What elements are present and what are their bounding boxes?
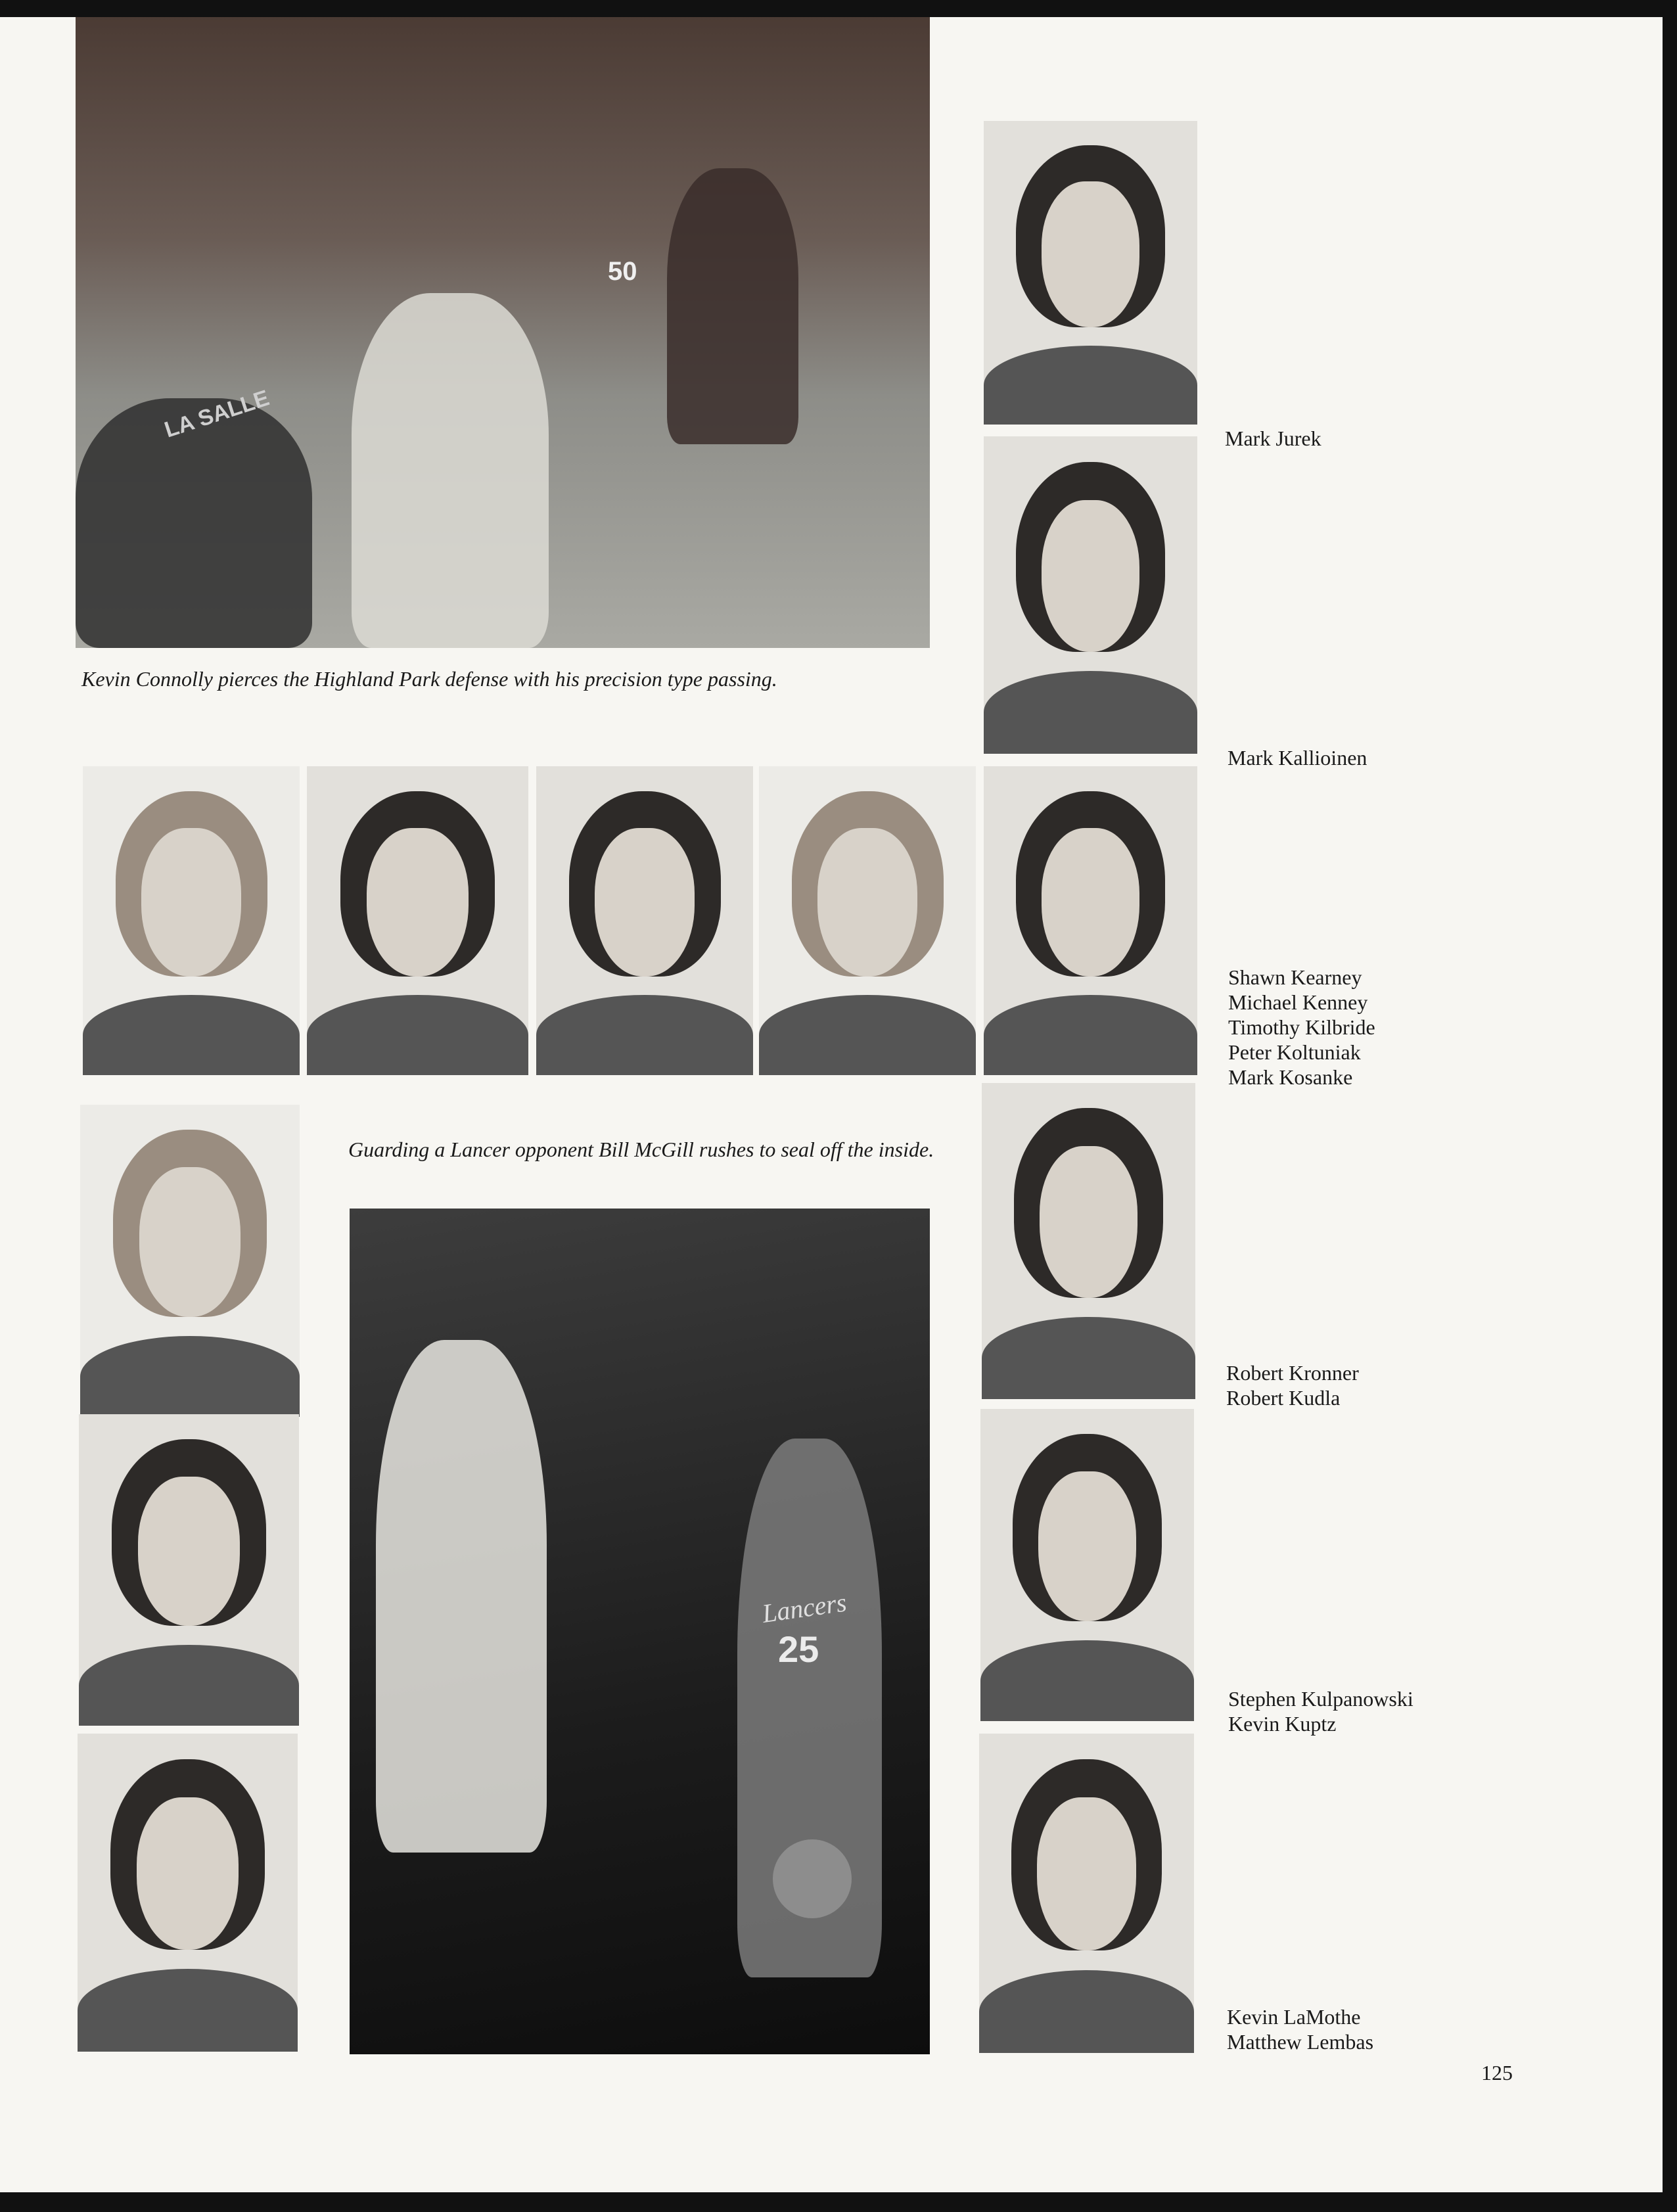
student-name: Peter Koltuniak [1228,1040,1361,1064]
portrait-photo [83,766,300,1075]
name-list [1228,965,1375,1090]
football-caption: Kevin Connolly pierces the Highland Park defense with his precision type passing. [81,667,777,691]
helmet-lettering: LA SALLE [161,385,273,443]
portrait-photo [980,1409,1194,1721]
yardline-marker: 50 [608,257,637,286]
student-name: Mark Jurek [1225,426,1321,450]
portrait-photo [984,121,1197,425]
name-list [1228,1686,1413,1736]
yearbook-page [0,17,1663,2192]
student-name: Robert Kronner [1226,1361,1359,1385]
student-name: Mark Kosanke [1228,1065,1353,1089]
student-name: Kevin LaMothe [1227,2005,1361,2029]
student-name: Timothy Kilbride [1228,1015,1375,1039]
photo-lettering [350,1209,930,2054]
portrait-photo [78,1734,298,2052]
student-name: Stephen Kulpanowski [1228,1687,1413,1711]
student-name: Michael Kenney [1228,990,1368,1014]
student-name: Robert Kudla [1226,1386,1341,1410]
portrait-photo [984,766,1197,1075]
portrait-photo [536,766,753,1075]
student-name: Shawn Kearney [1228,965,1362,989]
portrait-photo [982,1083,1195,1399]
photo-lettering [76,17,930,648]
portrait-photo [979,1734,1194,2053]
basketball-action-photo [350,1209,930,2054]
portrait-photo [307,766,528,1075]
student-name: Mark Kallioinen [1228,746,1367,770]
portrait-photo [759,766,976,1075]
jersey-number: 25 [778,1628,819,1670]
portrait-photo [984,436,1197,754]
page-number: 125 [1481,2061,1513,2085]
name-list [1226,1360,1359,1410]
portrait-photo [80,1105,300,1417]
name-list [1225,426,1321,451]
football-action-photo [76,17,930,648]
student-name: Matthew Lembas [1227,2030,1374,2054]
portrait-photo [79,1414,299,1726]
basketball-caption: Guarding a Lancer opponent Bill McGill rushes to seal off the inside. [348,1138,934,1161]
name-list [1227,2004,1373,2054]
student-name: Kevin Kuptz [1228,1712,1337,1736]
jersey-team: Lancers [760,1587,848,1628]
name-list [1228,745,1367,770]
